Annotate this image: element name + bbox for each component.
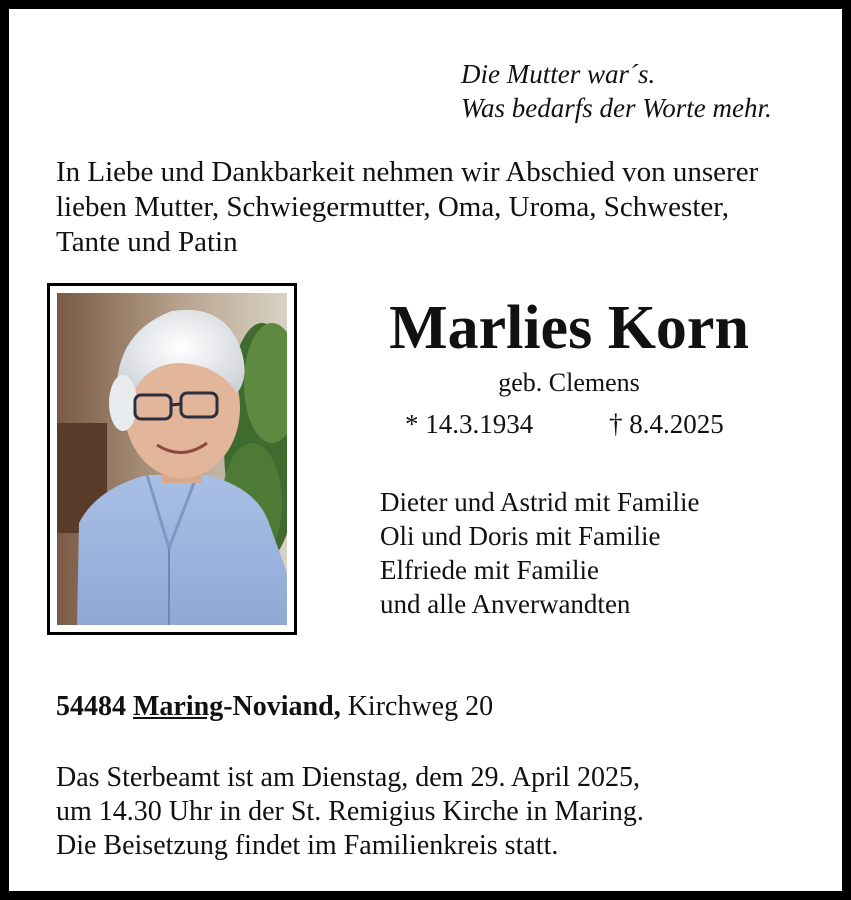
intro-text	[56, 155, 816, 260]
mourner-line: und alle Anverwandten	[380, 589, 631, 619]
mourners-list	[380, 485, 699, 621]
mourner-line: Dieter und Astrid mit Familie	[380, 487, 700, 517]
intro-line-1: In Liebe und Dankbarkeit nehmen wir Abschied von unserer	[56, 156, 759, 188]
family-address	[56, 690, 493, 724]
service-line-2: um 14.30 Uhr in der St. Remigius Kirche in Maring.	[56, 796, 644, 827]
address-zip: 54484	[56, 691, 126, 722]
service-line-3: Die Beisetzung findet im Familienkreis statt.	[56, 830, 559, 861]
portrait-photo	[57, 293, 287, 625]
birth-name: geb. Clemens	[498, 368, 640, 397]
epigraph-quote	[461, 57, 772, 125]
quote-line-2: Was bedarfs der Worte mehr.	[461, 93, 772, 123]
mourner-line: Oli und Doris mit Familie	[380, 521, 661, 551]
death-date: † 8.4.2025	[609, 409, 724, 439]
address-street: Kirchweg 20	[347, 691, 494, 722]
quote-line-1: Die Mutter war´s.	[461, 59, 656, 89]
birth-date: * 14.3.1934	[405, 409, 534, 439]
service-line-1: Das Sterbeamt ist am Dienstag, dem 29. April 2025,	[56, 762, 641, 793]
intro-line-2: lieben Mutter, Schwiegermutter, Oma, Uroma, Schwester,	[56, 191, 729, 223]
address-town-part1: Maring	[133, 691, 224, 722]
service-info	[56, 761, 644, 863]
mourner-line: Elfriede mit Familie	[380, 555, 599, 585]
intro-line-3: Tante und Patin	[56, 226, 238, 258]
portrait-frame	[47, 283, 297, 635]
deceased-name: Marlies Korn	[389, 294, 749, 362]
address-town-part2: -Noviand,	[223, 691, 341, 722]
